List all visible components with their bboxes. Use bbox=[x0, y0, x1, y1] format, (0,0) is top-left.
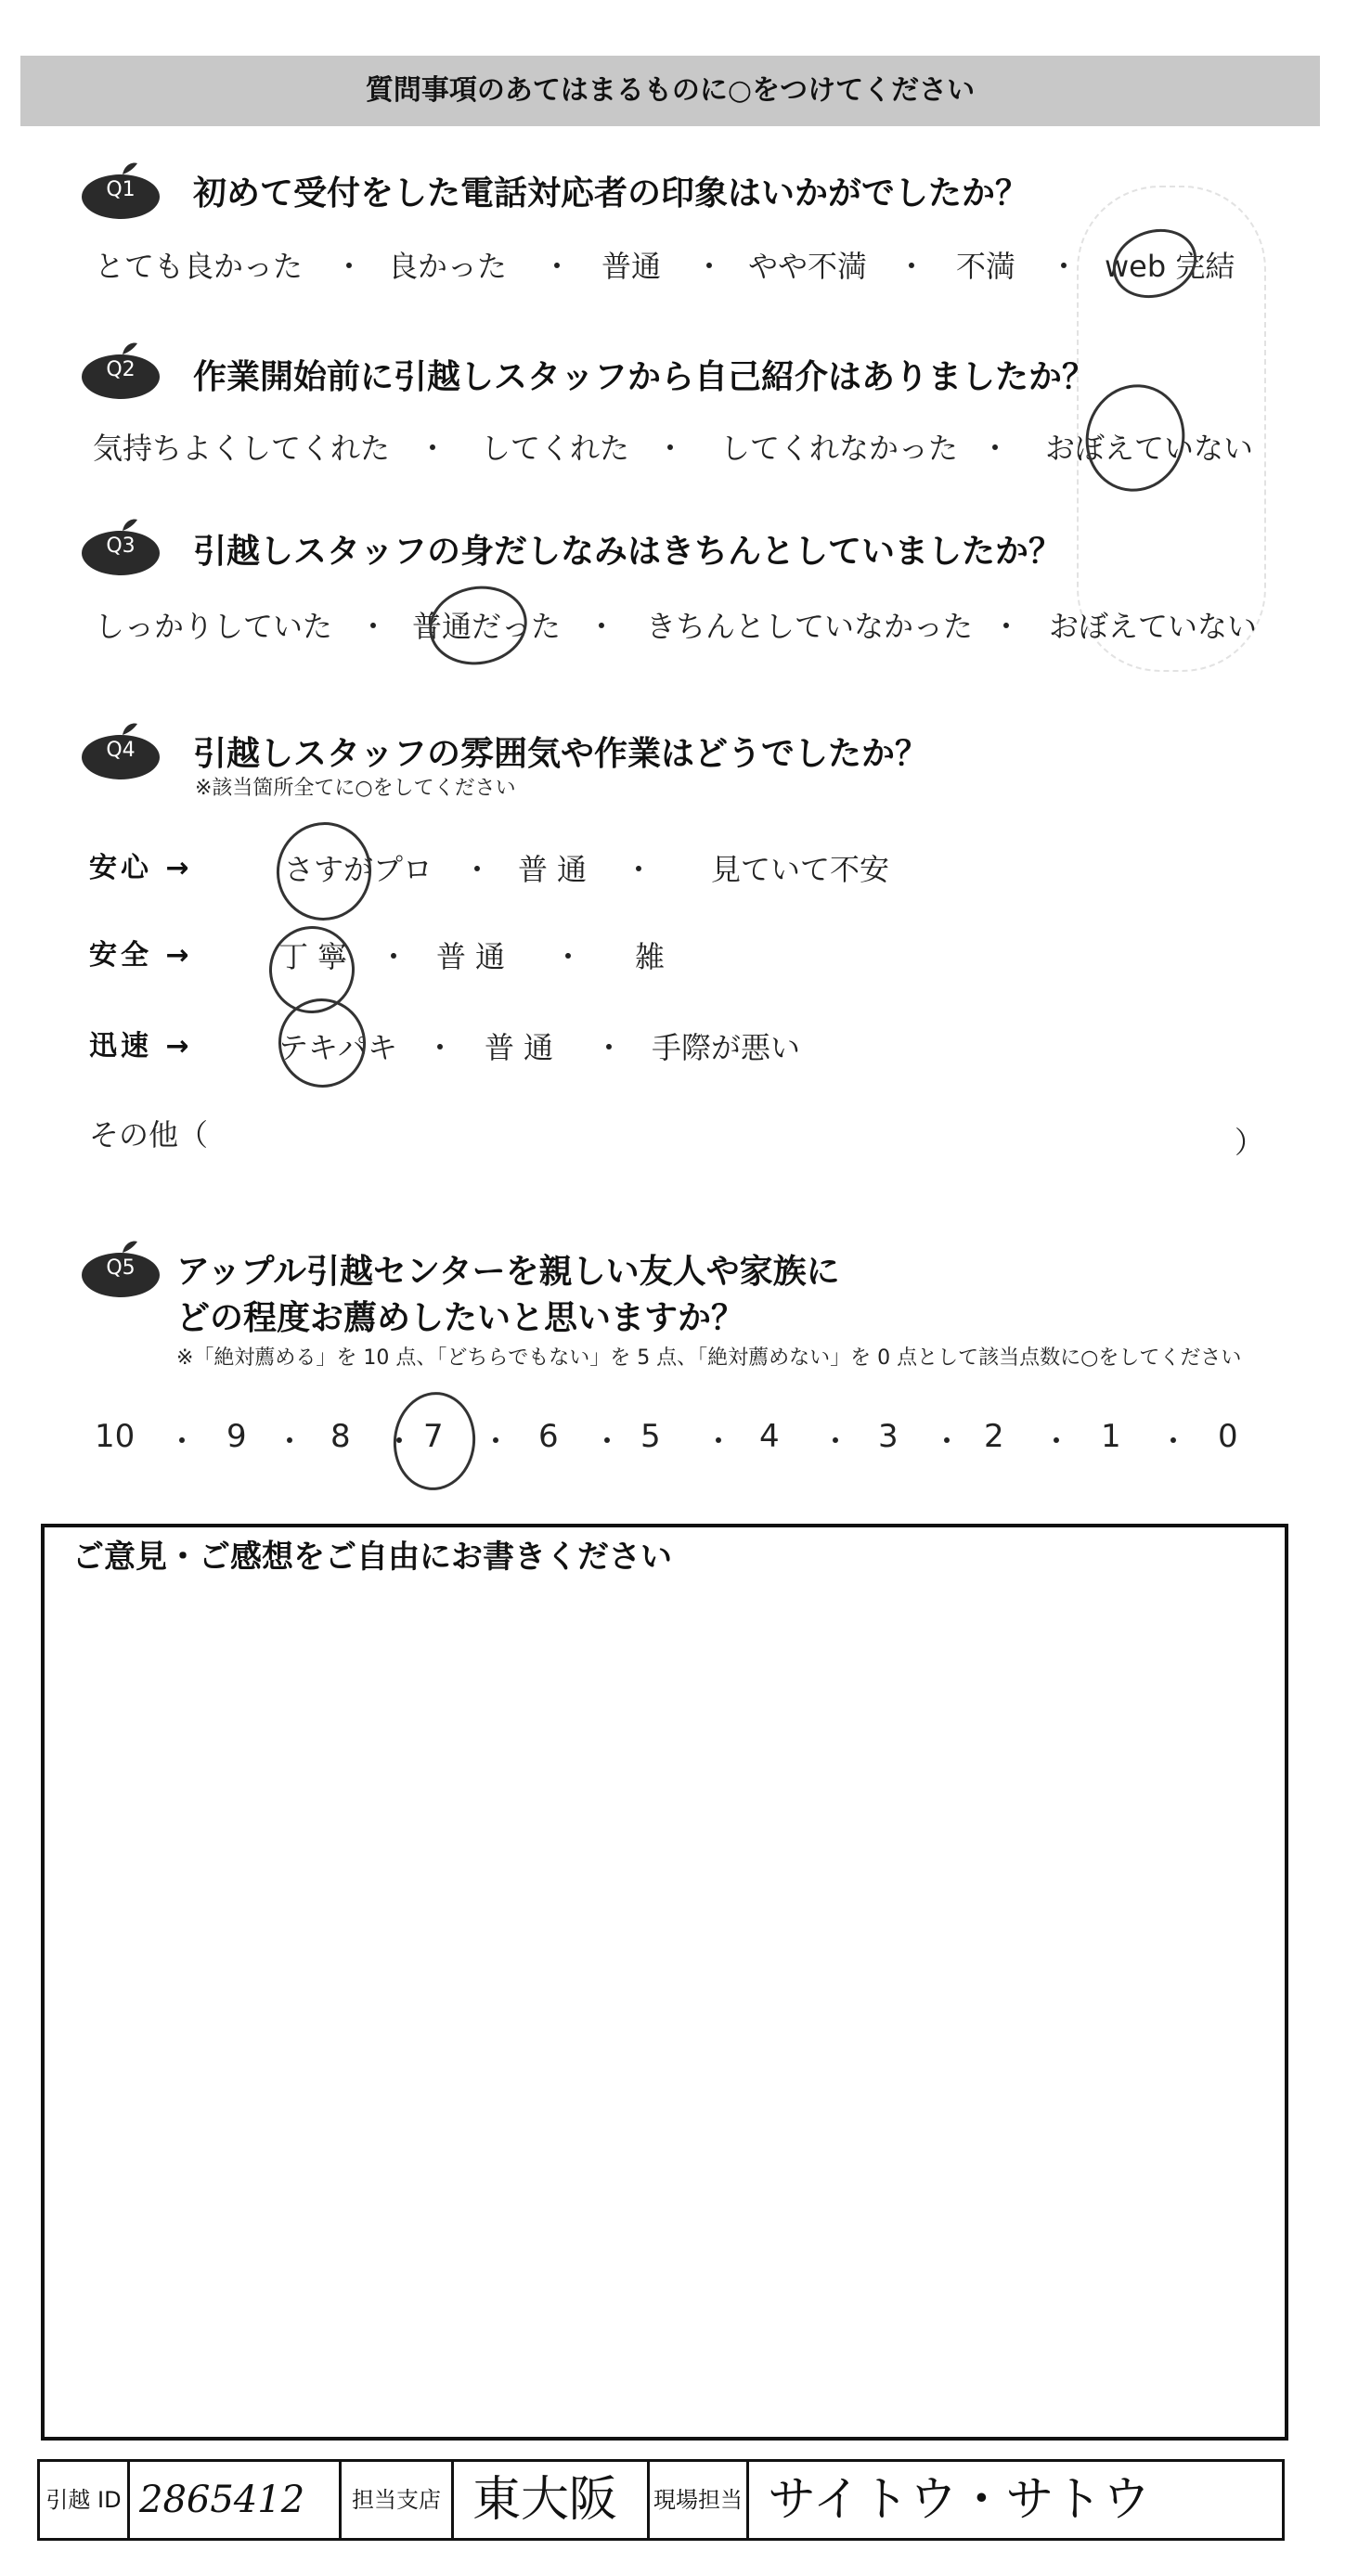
q1-question: 初めて受付をした電話対応者の印象はいかがでしたか？ bbox=[193, 174, 1029, 213]
q2-question: 作業開始前に引越しスタッフから自己紹介はありましたか？ bbox=[193, 358, 1096, 396]
q1-badge-label: Q1 bbox=[106, 178, 136, 201]
separator: ・ bbox=[592, 1423, 623, 1459]
q1-option-5[interactable]: 不満 bbox=[956, 249, 1016, 284]
comments-label: ご意見・ご感想をご自由にお書きください bbox=[72, 1539, 672, 1576]
q5-badge bbox=[76, 1238, 165, 1299]
footer-staff-value-cell bbox=[749, 2462, 1276, 2538]
separator: ・ bbox=[655, 431, 686, 466]
footer-id-value-cell bbox=[130, 2462, 342, 2538]
separator: ・ bbox=[379, 939, 409, 974]
q1-option-2[interactable]: 良かった bbox=[388, 249, 508, 284]
separator: ・ bbox=[481, 1423, 511, 1459]
separator: ・ bbox=[462, 852, 493, 887]
q4-row2-option-2[interactable]: 普通 bbox=[436, 939, 515, 974]
q2-option-1[interactable]: 気持ちよくしてくれた bbox=[93, 431, 391, 466]
score-4[interactable]: 4 bbox=[759, 1418, 780, 1455]
q3-badge-label: Q3 bbox=[106, 535, 136, 558]
q5-question-line2: どの程度お薦めしたいと思いますか？ bbox=[176, 1299, 745, 1337]
q4-row1-option-2[interactable]: 普通 bbox=[518, 852, 597, 887]
q4-other-close: ） bbox=[1235, 1125, 1265, 1160]
separator: ・ bbox=[932, 1423, 963, 1459]
separator: ・ bbox=[542, 249, 573, 284]
q4-row2-option-3[interactable]: 雑 bbox=[635, 939, 666, 974]
hand-circle-mark bbox=[423, 578, 534, 672]
q1-option-6[interactable]: web 完結 bbox=[1105, 249, 1235, 284]
q2-option-3[interactable]: してくれなかった bbox=[720, 431, 959, 466]
score-7[interactable]: 7 bbox=[423, 1418, 444, 1455]
q3-badge bbox=[76, 516, 165, 577]
footer-staff-label-cell bbox=[650, 2462, 749, 2538]
separator: ・ bbox=[897, 249, 927, 284]
score-10[interactable]: 10 bbox=[95, 1418, 136, 1455]
q4-badge-label: Q4 bbox=[106, 739, 136, 762]
separator: ・ bbox=[624, 852, 654, 887]
separator: ・ bbox=[821, 1423, 851, 1459]
separator: ・ bbox=[991, 609, 1022, 644]
q3-question: 引越しスタッフの身だしなみはきちんとしていましたか？ bbox=[193, 533, 1063, 571]
q1-option-1[interactable]: とても良かった bbox=[95, 249, 304, 284]
q4-row3-option-1[interactable]: テキパキ bbox=[278, 1030, 398, 1065]
score-1[interactable]: 1 bbox=[1101, 1418, 1121, 1455]
q5-note: ※「絶対薦める」を 10 点、「どちらでもない」を 5 点、「絶対薦めない」を 0 点として該当点数に○をしてください bbox=[176, 1346, 1242, 1370]
separator: ・ bbox=[1041, 1423, 1072, 1459]
footer-staff-label: 現場担当 bbox=[653, 2487, 743, 2513]
footer-id-label-cell bbox=[40, 2462, 130, 2538]
q4-question: 引越しスタッフの雰囲気や作業はどうでしたか？ bbox=[193, 735, 929, 773]
q3-option-3[interactable]: きちんとしていなかった bbox=[646, 609, 974, 644]
q1-option-3[interactable]: 普通 bbox=[601, 249, 662, 284]
q3-option-4[interactable]: おぼえていない bbox=[1049, 609, 1258, 644]
q2-badge-label: Q2 bbox=[106, 358, 136, 381]
hand-circle-mark bbox=[389, 1388, 481, 1495]
q5-badge-label: Q5 bbox=[106, 1256, 136, 1280]
q3-option-2[interactable]: 普通だった bbox=[412, 609, 562, 644]
q4-note: ※該当箇所全てに○をしてください bbox=[195, 777, 516, 800]
q4-other-label: その他（ bbox=[89, 1117, 209, 1153]
q1-option-4[interactable]: やや不満 bbox=[748, 249, 868, 284]
score-5[interactable]: 5 bbox=[640, 1418, 661, 1455]
score-9[interactable]: 9 bbox=[226, 1418, 247, 1455]
separator: ・ bbox=[594, 1030, 625, 1065]
q4-row1-option-1[interactable]: さすがプロ bbox=[284, 852, 433, 887]
footer-table bbox=[37, 2459, 1285, 2541]
separator: ・ bbox=[1049, 249, 1080, 284]
separator: ・ bbox=[704, 1423, 734, 1459]
q2-option-4[interactable]: おぼえていない bbox=[1045, 431, 1254, 466]
q4-row-label-anshin: 安心 → bbox=[89, 852, 193, 884]
q4-badge bbox=[76, 720, 165, 781]
q4-row2-option-1[interactable]: 丁寧 bbox=[278, 939, 357, 974]
q2-badge bbox=[76, 340, 165, 401]
score-0[interactable]: 0 bbox=[1218, 1418, 1238, 1455]
separator: ・ bbox=[167, 1423, 198, 1459]
hand-circle-mark bbox=[269, 815, 380, 928]
separator: ・ bbox=[418, 431, 448, 466]
separator: ・ bbox=[384, 1423, 415, 1459]
footer-id-label: 引越 ID bbox=[45, 2487, 122, 2513]
page-title: 質問事項のあてはまるものに○をつけてください bbox=[365, 74, 976, 107]
score-8[interactable]: 8 bbox=[330, 1418, 351, 1455]
q4-row-label-jinsoku: 迅速 → bbox=[89, 1030, 193, 1063]
separator: ・ bbox=[694, 249, 725, 284]
separator: ・ bbox=[425, 1030, 456, 1065]
footer-branch-value-cell bbox=[454, 2462, 650, 2538]
q4-row3-option-3[interactable]: 手際が悪い bbox=[652, 1030, 801, 1065]
q3-option-1[interactable]: しっかりしていた bbox=[95, 609, 333, 644]
q4-row3-option-2[interactable]: 普通 bbox=[485, 1030, 563, 1065]
separator: ・ bbox=[358, 609, 389, 644]
footer-branch-value: 東大阪 bbox=[472, 2472, 618, 2528]
q4-row1-option-3[interactable]: 見ていて不安 bbox=[711, 852, 890, 887]
footer-staff-value: サイトウ・サトウ bbox=[768, 2472, 1151, 2528]
separator: ・ bbox=[587, 609, 617, 644]
hand-circle-mark bbox=[270, 990, 374, 1095]
q2-option-2[interactable]: してくれた bbox=[481, 431, 630, 466]
q4-row-label-anzen: 安全 → bbox=[89, 939, 193, 972]
comments-box[interactable] bbox=[41, 1524, 1288, 2441]
score-3[interactable]: 3 bbox=[878, 1418, 899, 1455]
footer-branch-label: 担当支店 bbox=[352, 2487, 441, 2513]
separator: ・ bbox=[275, 1423, 305, 1459]
q1-badge bbox=[76, 160, 165, 221]
separator: ・ bbox=[1158, 1423, 1189, 1459]
score-2[interactable]: 2 bbox=[984, 1418, 1004, 1455]
score-6[interactable]: 6 bbox=[538, 1418, 559, 1455]
footer-id-value: 2865412 bbox=[139, 2479, 305, 2521]
separator: ・ bbox=[334, 249, 365, 284]
separator: ・ bbox=[980, 431, 1011, 466]
q5-question-line1: アップル引越センターを親しい友人や家族に bbox=[176, 1253, 840, 1291]
separator: ・ bbox=[553, 939, 584, 974]
footer-branch-label-cell bbox=[342, 2462, 454, 2538]
